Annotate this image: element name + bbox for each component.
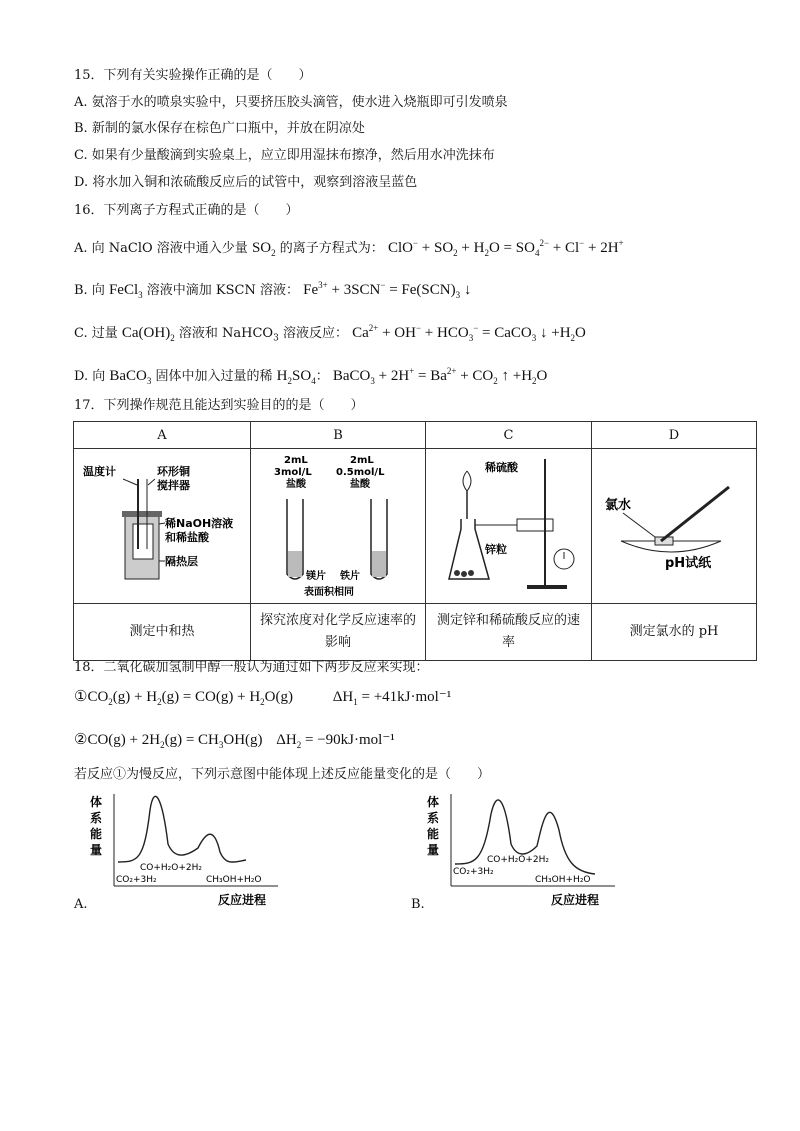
chart-a-xlabel: 反应进程 — [218, 893, 267, 907]
label-sulfuric-acid: 稀硫酸 — [485, 461, 518, 474]
svg-text:系: 系 — [90, 811, 103, 825]
q17-header-a: A — [74, 422, 251, 449]
q17-table — [73, 421, 757, 661]
chart-b-ylabel — [427, 794, 439, 857]
svg-text:量: 量 — [427, 843, 440, 857]
q17-caption-a: 测定中和热 — [74, 604, 251, 661]
chart-a-species-start: CO₂+3H₂ — [116, 875, 157, 885]
svg-text:能: 能 — [90, 827, 103, 841]
chart-a-species-end: CH₃OH+H₂O — [206, 875, 262, 885]
calorimeter-diagram — [75, 449, 249, 599]
svg-text:能: 能 — [427, 827, 440, 841]
option-b-label: B. — [411, 897, 425, 912]
label-insulation: 隔热层 — [165, 555, 198, 568]
chart-b-species-end: CH₃OH+H₂O — [535, 875, 591, 885]
q16-stem: 16．下列离子方程式正确的是（ ） — [74, 203, 299, 218]
q17-header-c: C — [426, 422, 592, 449]
svg-text:量: 量 — [90, 843, 103, 857]
q15-option-a: A. 氨溶于水的喷泉实验中，只要挤压胶头滴管，使水进入烧瓶即可引发喷泉 — [74, 95, 508, 110]
chart-b-species-start: CO₂+3H₂ — [453, 867, 494, 877]
option-a-label: A. — [74, 897, 88, 912]
q17-caption-b: 探究浓度对化学反应速率的影响 — [251, 604, 426, 661]
q18-stem: 18．二氧化碳加氢制甲醇一般认为通过如下两步反应来实现： — [74, 660, 429, 675]
q18-question: 若反应①为慢反应，下列示意图中能体现上述反应能量变化的是（ ） — [74, 767, 491, 782]
q16-option-b: B. 向 FeCl$_3$ 溶液中滴加 KSCN 溶液： $Fe^{3+} + 3SCN^- = Fe(SCN)_3$ ↓ — [74, 280, 472, 300]
q15-option-d: D. 将水加入铜和浓硫酸反应后的试管中，观察到溶液呈蓝色 — [74, 175, 418, 190]
q17-header-b: B — [251, 422, 426, 449]
q18-reaction-1: $①CO_2(g) + H_2(g) = CO(g) + H_2O(g) \Delta H_1 = +41kJ\cdot mol^{-1}$ — [74, 689, 452, 707]
svg-text:体: 体 — [90, 795, 103, 809]
label-conc-2: 0.5mol/L — [336, 467, 385, 478]
label-solution-1: 稀NaOH溶液 — [165, 517, 234, 530]
chart-a-ylabel — [90, 794, 102, 857]
chart-a-species-mid: CO+H₂O+2H₂ — [140, 863, 203, 873]
label-same-area: 表面积相同 — [304, 587, 354, 598]
q17-header-d: D — [592, 422, 757, 449]
chart-b-xlabel: 反应进程 — [551, 893, 600, 907]
q18-reaction-2: ②CO(g) + $2H_2(g) = CH_3OH(g) \Delta H_2 = -90kJ\cdot mol^{-1}$ — [74, 732, 395, 750]
q17-stem: 17．下列操作规范且能达到实验目的的是（ ） — [74, 398, 364, 413]
energy-chart-b — [425, 790, 625, 915]
q16-option-a: A. 向 NaClO 溶液中通入少量 $SO_2$ 的离子方程式为： $ClO^- + SO_2 + H_2O = SO_4^{2-} + Cl^- + 2H^+$ — [74, 238, 624, 258]
energy-chart-a — [88, 790, 288, 915]
q15-stem: 15．下列有关实验操作正确的是（ ） — [74, 68, 312, 83]
label-magnesium: 镁片 — [306, 571, 326, 582]
q17-caption-c: 测定锌和稀硫酸反应的速率 — [426, 604, 592, 661]
label-solution-2: 和稀盐酸 — [165, 531, 209, 544]
label-zinc: 锌粒 — [485, 543, 507, 556]
ph-test-diagram — [593, 449, 755, 599]
label-iron: 铁片 — [340, 571, 360, 582]
chart-a-energy-curve — [118, 796, 246, 862]
label-stirrer-2: 搅拌器 — [157, 479, 190, 492]
q15-option-b: B. 新制的氯水保存在棕色广口瓶中，并放在阴凉处 — [74, 121, 365, 136]
q16-option-c: C. 过量 $Ca(OH)_2$ 溶液和 NaHCO$_3$ 溶液反应： $Ca^{2+} + OH^- + HCO_3^-$ = CaCO$_3$ ↓ $+H_2O$ — [74, 323, 586, 344]
reaction-rate-apparatus — [427, 449, 590, 599]
q17-figure-c — [426, 449, 592, 604]
svg-text:系: 系 — [427, 811, 440, 825]
q16-option-d: D. 向 BaCO$_3$ 固体中加入过量的稀 $H_2SO_4$： BaCO$_3$ + $2H^+ = Ba^{2+} + CO_2$ ↑ $+H_2O$ — [74, 366, 548, 386]
q17-caption-d: 测定氯水的 pH — [592, 604, 757, 661]
chart-b-species-mid: CO+H₂O+2H₂ — [487, 855, 550, 865]
label-stirrer-1: 环形铜 — [157, 465, 190, 478]
label-conc-1: 3mol/L — [274, 467, 312, 478]
label-volume-1: 2mL — [284, 455, 308, 466]
label-thermometer: 温度计 — [83, 465, 116, 478]
label-volume-2: 2mL — [350, 455, 374, 466]
test-tubes-diagram — [252, 449, 424, 599]
q17-figure-d — [592, 449, 757, 604]
label-acid-1: 盐酸 — [286, 479, 306, 490]
label-ph-paper: pH试纸 — [665, 556, 712, 571]
label-acid-2: 盐酸 — [350, 479, 370, 490]
q17-figure-b — [251, 449, 426, 604]
svg-text:体: 体 — [427, 795, 440, 809]
label-chlorine-water: 氯水 — [605, 498, 632, 513]
q17-figure-a — [74, 449, 251, 604]
q15-option-c: C. 如果有少量酸滴到实验桌上，应立即用湿抹布擦净，然后用水冲洗抹布 — [74, 148, 495, 163]
